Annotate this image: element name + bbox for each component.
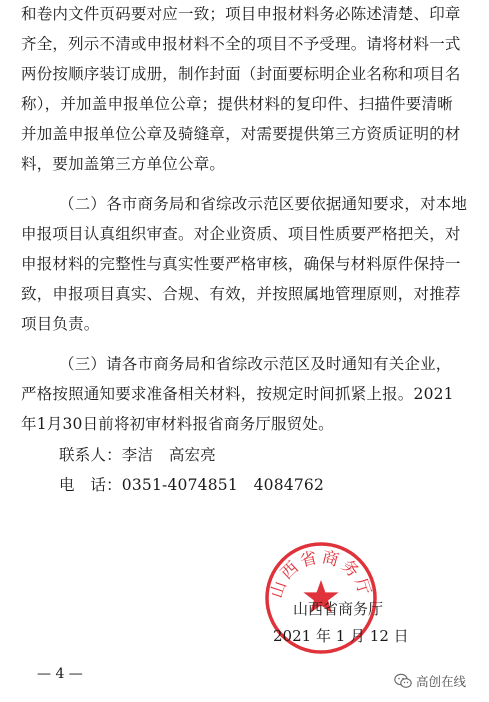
paragraph-line: 和卷内文件页码要对应一致；项目申报材料务必陈述清楚、印章	[21, 5, 461, 23]
watermark	[394, 672, 466, 690]
paragraph-line: 严格按照通知要求准备相关材料，按规定时间抓紧上报。2021	[21, 385, 454, 403]
watermark-text: 高创在线	[416, 674, 467, 689]
paragraph-line: 致，申报项目真实、合规、有效，并按照属地管理原则，对推荐	[21, 285, 461, 303]
paragraph-line: 并加盖申报单位公章及骑缝章，对需要提供第三方资质证明的材	[21, 125, 461, 143]
signature-org: 山西省商务厅	[293, 600, 384, 618]
paragraph-line: 项目负责。	[21, 315, 100, 333]
seal-text: 山西省商务厅	[266, 547, 376, 601]
paragraph-line: 申报材料的完整性与真实性要严格审核，确保与材料原件保持一	[21, 255, 461, 273]
paragraph-line: （二）各市商务局和省综改示范区要依据通知要求，对本地	[59, 195, 468, 213]
signature-date: 2021 年 1 月 12 日	[273, 627, 409, 645]
paragraph-line: （三）请各市商务局和省综改示范区及时通知有关企业，	[59, 355, 452, 373]
paragraph-line: 称），并加盖申报单位公章；提供材料的复印件、扫描件要清晰	[21, 95, 453, 113]
paragraph-line: 齐全，列示不清或申报材料不全的项目不予受理。请将材料一式	[21, 35, 461, 53]
contact-person: 联系人：李洁 高宏亮	[59, 446, 217, 464]
paragraph-line: 两份按顺序装订成册，制作封面（封面要标明企业名称和项目名	[21, 65, 461, 83]
paragraph-line: 料，要加盖第三方单位公章。	[21, 155, 226, 173]
page-number: — 4 —	[37, 666, 83, 682]
contact-phone: 电 话：0351-4074851 4084762	[59, 476, 325, 494]
paragraph-line: 申报项目认真组织审查。对企业资质、项目性质要严格把关，对	[21, 225, 461, 243]
wechat-icon	[394, 673, 412, 689]
paragraph-line: 年1月30日前将初审材料报省商务厅服贸处。	[21, 415, 334, 433]
